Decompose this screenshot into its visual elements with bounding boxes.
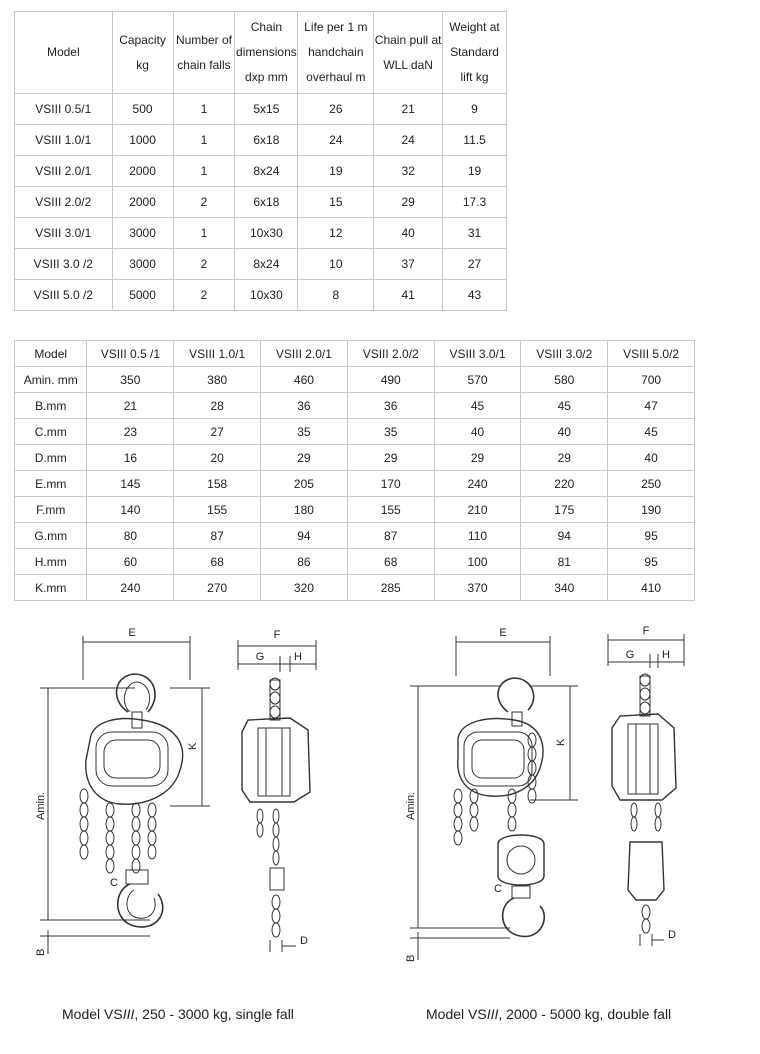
value-cell: 9 [443, 94, 507, 125]
label-h: H [294, 651, 302, 663]
value-cell: 100 [434, 549, 521, 575]
value-cell: 460 [261, 367, 348, 393]
value-cell: 29 [347, 445, 434, 471]
value-cell: 240 [87, 575, 174, 601]
value-cell: 60 [87, 549, 174, 575]
value-cell: 155 [347, 497, 434, 523]
value-cell: 6x18 [235, 125, 298, 156]
value-cell: 29 [434, 445, 521, 471]
label-amin: Amin. [35, 791, 47, 820]
label-b-double: B [405, 954, 417, 962]
table-row [15, 249, 507, 280]
table-row [15, 497, 695, 523]
dimensions-table [14, 340, 695, 601]
label-g: G [255, 651, 265, 663]
row-label-cell: C.mm [15, 419, 87, 445]
double-fall-caption: Model VSIII, 2000 - 5000 kg, double fall [426, 1006, 672, 1022]
value-cell: 8x24 [235, 156, 298, 187]
header-cell: VSIII 0.5 /1 [87, 341, 174, 367]
value-cell: 35 [261, 419, 348, 445]
value-cell: 158 [174, 471, 261, 497]
value-cell: 6x18 [235, 187, 298, 218]
table-row [15, 125, 507, 156]
row-label-cell: B.mm [15, 393, 87, 419]
value-cell: 220 [521, 471, 608, 497]
value-cell: 8 [298, 280, 374, 311]
value-cell: 1000 [112, 125, 173, 156]
table-row [15, 523, 695, 549]
value-cell: 94 [261, 523, 348, 549]
table-row [15, 218, 507, 249]
value-cell: 10 [298, 249, 374, 280]
value-cell: 250 [608, 471, 695, 497]
table-row [15, 393, 695, 419]
table-row [15, 471, 695, 497]
value-cell: 10x30 [235, 280, 298, 311]
single-fall-caption: Model VSIII, 250 - 3000 kg, single fall [62, 1006, 294, 1022]
table-row [15, 94, 507, 125]
value-cell: 320 [261, 575, 348, 601]
header-cell: Chain pull at WLL daN [374, 12, 443, 94]
label-d: D [300, 935, 308, 947]
row-label-cell: K.mm [15, 575, 87, 601]
value-cell: 19 [443, 156, 507, 187]
value-cell: 580 [521, 367, 608, 393]
table-row [15, 419, 695, 445]
value-cell: 110 [434, 523, 521, 549]
value-cell: 2 [173, 187, 235, 218]
header-cell: Life per 1 m handchain overhaul m [298, 12, 374, 94]
header-cell: VSIII 2.0/1 [261, 341, 348, 367]
table-row [15, 549, 695, 575]
value-cell: 21 [374, 94, 443, 125]
header-cell: VSIII 3.0/1 [434, 341, 521, 367]
header-row [15, 341, 695, 367]
value-cell: 40 [374, 218, 443, 249]
value-cell: 3000 [112, 218, 173, 249]
label-c-double: C [494, 883, 502, 895]
value-cell: 140 [87, 497, 174, 523]
value-cell: 95 [608, 523, 695, 549]
row-label-cell: G.mm [15, 523, 87, 549]
value-cell: 45 [521, 393, 608, 419]
label-k: K [187, 742, 199, 750]
value-cell: 36 [347, 393, 434, 419]
value-cell: 2000 [112, 187, 173, 218]
row-label-cell: VSIII 3.0 /2 [15, 249, 113, 280]
value-cell: 350 [87, 367, 174, 393]
value-cell: 40 [608, 445, 695, 471]
row-label-cell: F.mm [15, 497, 87, 523]
value-cell: 45 [434, 393, 521, 419]
value-cell: 1 [173, 94, 235, 125]
value-cell: 94 [521, 523, 608, 549]
value-cell: 27 [174, 419, 261, 445]
table-row [15, 367, 695, 393]
value-cell: 11.5 [443, 125, 507, 156]
value-cell: 490 [347, 367, 434, 393]
row-label-cell: Amin. mm [15, 367, 87, 393]
value-cell: 270 [174, 575, 261, 601]
table-row [15, 156, 507, 187]
specification-table [14, 11, 507, 311]
value-cell: 40 [434, 419, 521, 445]
value-cell: 12 [298, 218, 374, 249]
row-label-cell: VSIII 3.0/1 [15, 218, 113, 249]
value-cell: 29 [374, 187, 443, 218]
value-cell: 47 [608, 393, 695, 419]
double-fall-front-diagram [400, 620, 590, 970]
label-g-double: G [625, 649, 635, 661]
value-cell: 37 [374, 249, 443, 280]
header-cell: Model [15, 341, 87, 367]
header-row [15, 12, 507, 94]
value-cell: 95 [608, 549, 695, 575]
table-row [15, 280, 507, 311]
value-cell: 285 [347, 575, 434, 601]
single-fall-side-diagram [230, 620, 330, 960]
value-cell: 570 [434, 367, 521, 393]
label-h-double: H [662, 649, 670, 661]
value-cell: 87 [347, 523, 434, 549]
single-fall-front-diagram [30, 620, 220, 970]
value-cell: 19 [298, 156, 374, 187]
label-d-double: D [668, 929, 676, 941]
value-cell: 29 [261, 445, 348, 471]
value-cell: 500 [112, 94, 173, 125]
value-cell: 1 [173, 218, 235, 249]
value-cell: 27 [443, 249, 507, 280]
value-cell: 36 [261, 393, 348, 419]
value-cell: 170 [347, 471, 434, 497]
row-label-cell: VSIII 2.0/1 [15, 156, 113, 187]
value-cell: 40 [521, 419, 608, 445]
row-label-cell: VSIII 5.0 /2 [15, 280, 113, 311]
header-cell: Chain dimensions dxp mm [235, 12, 298, 94]
value-cell: 380 [174, 367, 261, 393]
label-b: B [35, 948, 47, 956]
value-cell: 2000 [112, 156, 173, 187]
value-cell: 10x30 [235, 218, 298, 249]
header-cell: VSIII 1.0/1 [174, 341, 261, 367]
value-cell: 145 [87, 471, 174, 497]
value-cell: 31 [443, 218, 507, 249]
value-cell: 15 [298, 187, 374, 218]
table-row [15, 575, 695, 601]
row-label-cell: VSIII 2.0/2 [15, 187, 113, 218]
value-cell: 86 [261, 549, 348, 575]
header-cell: Model [15, 12, 113, 94]
value-cell: 175 [521, 497, 608, 523]
value-cell: 1 [173, 156, 235, 187]
row-label-cell: D.mm [15, 445, 87, 471]
value-cell: 700 [608, 367, 695, 393]
value-cell: 35 [347, 419, 434, 445]
table-row [15, 445, 695, 471]
value-cell: 2 [173, 280, 235, 311]
header-cell: VSIII 5.0/2 [608, 341, 695, 367]
value-cell: 81 [521, 549, 608, 575]
value-cell: 28 [174, 393, 261, 419]
value-cell: 80 [87, 523, 174, 549]
value-cell: 43 [443, 280, 507, 311]
value-cell: 5x15 [235, 94, 298, 125]
value-cell: 26 [298, 94, 374, 125]
value-cell: 3000 [112, 249, 173, 280]
value-cell: 17.3 [443, 187, 507, 218]
double-fall-side-diagram [600, 620, 700, 960]
value-cell: 68 [347, 549, 434, 575]
value-cell: 240 [434, 471, 521, 497]
header-cell: Weight at Standard lift kg [443, 12, 507, 94]
value-cell: 205 [261, 471, 348, 497]
value-cell: 23 [87, 419, 174, 445]
value-cell: 8x24 [235, 249, 298, 280]
value-cell: 180 [261, 497, 348, 523]
value-cell: 20 [174, 445, 261, 471]
value-cell: 1 [173, 125, 235, 156]
label-c: C [110, 877, 118, 889]
header-cell: Number of chain falls [173, 12, 235, 94]
label-e: E [128, 627, 136, 639]
label-f: F [273, 629, 281, 641]
header-cell: Capacity kg [112, 12, 173, 94]
value-cell: 87 [174, 523, 261, 549]
label-amin-double: Amin. [405, 791, 417, 820]
value-cell: 190 [608, 497, 695, 523]
value-cell: 410 [608, 575, 695, 601]
value-cell: 16 [87, 445, 174, 471]
value-cell: 2 [173, 249, 235, 280]
value-cell: 155 [174, 497, 261, 523]
value-cell: 68 [174, 549, 261, 575]
value-cell: 370 [434, 575, 521, 601]
table-row [15, 187, 507, 218]
row-label-cell: H.mm [15, 549, 87, 575]
value-cell: 41 [374, 280, 443, 311]
value-cell: 21 [87, 393, 174, 419]
header-cell: VSIII 3.0/2 [521, 341, 608, 367]
value-cell: 340 [521, 575, 608, 601]
value-cell: 210 [434, 497, 521, 523]
row-label-cell: VSIII 1.0/1 [15, 125, 113, 156]
label-e-double: E [499, 627, 507, 639]
row-label-cell: E.mm [15, 471, 87, 497]
value-cell: 24 [374, 125, 443, 156]
value-cell: 5000 [112, 280, 173, 311]
value-cell: 45 [608, 419, 695, 445]
value-cell: 32 [374, 156, 443, 187]
value-cell: 24 [298, 125, 374, 156]
row-label-cell: VSIII 0.5/1 [15, 94, 113, 125]
value-cell: 29 [521, 445, 608, 471]
label-k-double: K [555, 738, 567, 746]
header-cell: VSIII 2.0/2 [347, 341, 434, 367]
label-f-double: F [642, 625, 650, 637]
